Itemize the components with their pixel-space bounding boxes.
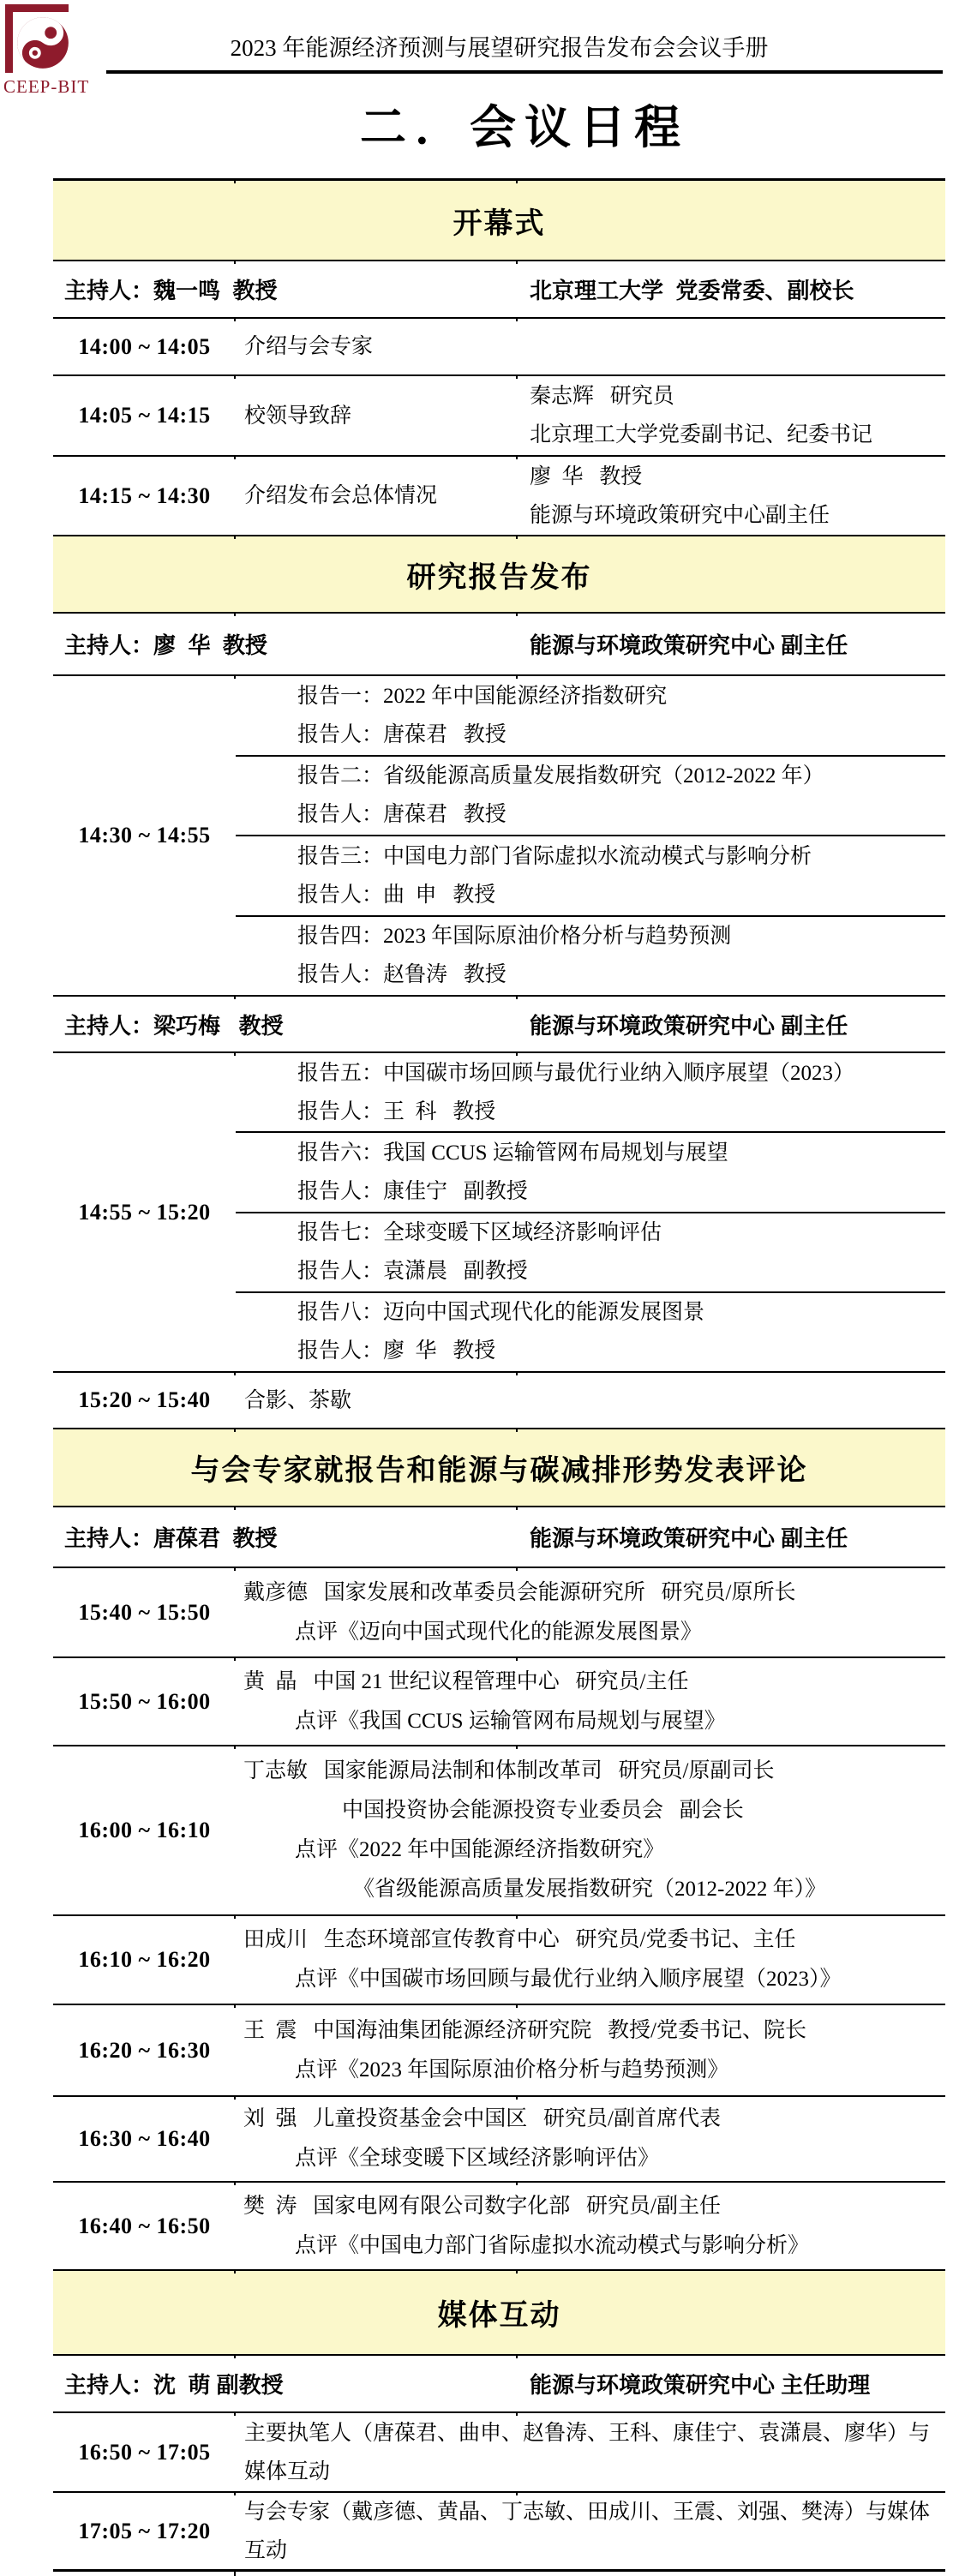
activity-text: 介绍发布会总体情况 [244, 484, 438, 507]
report-presenter: 报告人：王 科 教授 [297, 1099, 496, 1123]
report-item [236, 755, 945, 836]
report-presenter: 报告人：袁潇晨 副教授 [297, 1260, 528, 1284]
host-name: 主持人：廖 华 教授 [64, 632, 267, 658]
report-title: 报告八：迈向中国式现代化的能源发展图景 [297, 1301, 705, 1325]
schedule-table [53, 178, 945, 2572]
activity-text: 主要执笔人（唐葆君、曲申、赵鲁涛、王科、康佳宁、袁潇晨、廖华）与媒体互动 [244, 2421, 931, 2483]
time-slot: 14:15 ~ 14:30 [78, 482, 211, 508]
commentator-line-2: 中国投资协会能源投资专业委员会 副会长 [342, 1799, 744, 1822]
comment-row [53, 2095, 945, 2181]
comment-line-2: 《省级能源高质量发展指数研究（2012-2022 年）》 [353, 1878, 827, 1901]
speaker-cell [530, 376, 872, 455]
schedule-row [53, 317, 945, 374]
comment-cell [236, 1916, 945, 2004]
report-title: 报告一：2022 年中国能源经济指数研究 [297, 684, 668, 708]
activity-text: 校领导致辞 [244, 404, 352, 428]
media-row [53, 2491, 945, 2569]
media-row [53, 2411, 945, 2491]
section-title: 研究报告发布 [406, 560, 592, 594]
section-header-media [53, 2269, 945, 2354]
report-item [236, 1291, 945, 1371]
time-slot: 16:30 ~ 16:40 [78, 2126, 211, 2151]
report-title: 报告六：我国 CCUS 运输管网布局规划与展望 [297, 1141, 728, 1165]
comment-line: 点评《中国电力部门省际虚拟水流动模式与影响分析》 [295, 2233, 810, 2257]
activity-text: 与会专家（戴彦德、黄晶、丁志敏、田成川、王震、刘强、樊涛）与媒体互动 [244, 2500, 931, 2562]
section-header-reports [53, 535, 945, 612]
host-row-reports-2 [53, 995, 945, 1051]
host-affiliation: 能源与环境政策研究中心 副主任 [530, 1012, 848, 1039]
report-item [236, 915, 945, 996]
time-slot: 14:55 ~ 15:20 [78, 1199, 211, 1225]
report-list [236, 1053, 945, 1371]
logo-text: CEEP-BIT [3, 76, 90, 97]
report-presenter: 报告人：唐葆君 教授 [297, 803, 506, 827]
time-slot: 16:00 ~ 16:10 [78, 1818, 211, 1842]
comment-cell [236, 1568, 945, 1656]
time-slot: 17:05 ~ 17:20 [78, 2518, 211, 2543]
comment-cell [236, 1746, 945, 1914]
host-row-reports-1 [53, 612, 945, 674]
time-slot: 16:50 ~ 17:05 [78, 2439, 211, 2465]
host-row-media [53, 2354, 945, 2411]
report-presenter: 报告人：赵鲁涛 教授 [297, 963, 506, 987]
host-affiliation: 能源与环境政策研究中心 副主任 [530, 632, 848, 658]
commentator-line: 丁志敏 国家能源局法制和体制改革司 研究员/原副司长 [243, 1759, 775, 1782]
time-slot: 15:40 ~ 15:50 [78, 1599, 211, 1625]
time-slot: 16:10 ~ 16:20 [78, 1947, 211, 1972]
speaker-line: 能源与环境政策研究中心副主任 [530, 503, 830, 527]
schedule-row [53, 455, 945, 535]
comment-row [53, 1745, 945, 1914]
section-header-comments [53, 1428, 945, 1506]
comment-line: 点评《迈向中国式现代化的能源发展图景》 [295, 1620, 703, 1644]
host-row-comments [53, 1506, 945, 1567]
time-slot: 14:30 ~ 14:55 [78, 823, 211, 848]
time-slot: 15:20 ~ 15:40 [78, 1387, 211, 1412]
report-title: 报告四：2023 年国际原油价格分析与趋势预测 [297, 925, 732, 949]
comment-row [53, 1656, 945, 1745]
speaker-cell [530, 457, 830, 535]
host-name: 主持人：魏一鸣 教授 [64, 278, 278, 303]
host-affiliation: 北京理工大学 党委常委、副校长 [530, 278, 854, 303]
report-title: 报告二：省级能源高质量发展指数研究（2012-2022 年） [297, 764, 824, 788]
header-rule [106, 70, 943, 74]
time-slot: 14:05 ~ 14:15 [78, 403, 211, 428]
section-title: 与会专家就报告和能源与碳减排形势发表评论 [190, 1454, 808, 1487]
time-slot: 15:50 ~ 16:00 [78, 1688, 211, 1714]
host-name: 主持人：唐葆君 教授 [64, 1525, 278, 1551]
report-presenter: 报告人：康佳宁 副教授 [297, 1179, 528, 1203]
comment-row [53, 1914, 945, 2004]
comment-line: 点评《全球变暖下区域经济影响评估》 [295, 2147, 660, 2170]
report-item [236, 1212, 945, 1291]
host-affiliation: 能源与环境政策研究中心 主任助理 [530, 2372, 871, 2398]
commentator-line: 戴彦德 国家发展和改革委员会能源研究所 研究员/原所长 [243, 1580, 796, 1604]
report-title: 报告七：全球变暖下区域经济影响评估 [297, 1221, 662, 1245]
report-title: 报告五：中国碳市场回顾与最优行业纳入顺序展望（2023） [297, 1061, 855, 1085]
comment-cell [236, 1658, 945, 1745]
comment-cell [236, 2183, 945, 2269]
report-item [236, 835, 945, 915]
comment-line: 点评《我国 CCUS 运输管网布局规划与展望》 [295, 1709, 726, 1733]
section-title: 媒体互动 [437, 2299, 561, 2332]
time-slot: 16:20 ~ 16:30 [78, 2037, 211, 2063]
page-title: 二．会议日程 [360, 102, 689, 153]
comment-line: 点评《中国碳市场回顾与最优行业纳入顺序展望（2023）》 [295, 1968, 842, 1991]
host-affiliation: 能源与环境政策研究中心 副主任 [530, 1525, 848, 1551]
comment-row [53, 2004, 945, 2095]
speaker-line: 廖 华 教授 [530, 464, 643, 488]
comment-row [53, 1567, 945, 1656]
speaker-line: 秦志辉 研究员 [530, 385, 674, 408]
handbook-title: 2023 年能源经济预测与展望研究报告发布会会议手册 [230, 35, 769, 61]
activity-text: 合影、茶歇 [244, 1388, 352, 1412]
host-name: 主持人：梁巧梅 教授 [64, 1012, 284, 1039]
time-slot: 14:00 ~ 14:05 [78, 333, 211, 359]
speaker-line: 北京理工大学党委副书记、纪委书记 [530, 423, 873, 446]
section-header-opening [53, 181, 945, 260]
report-item [236, 1053, 945, 1131]
comment-line: 点评《2023 年国际原油价格分析与趋势预测》 [295, 2058, 729, 2082]
comment-cell [236, 2097, 945, 2181]
section-title: 开幕式 [453, 207, 546, 240]
commentator-line: 王 震 中国海油集团能源经济研究院 教授/党委书记、院长 [243, 2018, 806, 2042]
report-item [236, 676, 945, 755]
report-title: 报告三：中国电力部门省际虚拟水流动模式与影响分析 [297, 844, 812, 868]
report-block-2 [53, 1051, 945, 1371]
host-row-opening [53, 260, 945, 317]
comment-cell [236, 2005, 945, 2095]
schedule-row [53, 374, 945, 455]
commentator-line: 刘 强 儿童投资基金会中国区 研究员/副首席代表 [243, 2107, 721, 2130]
comment-line: 点评《2022 年中国能源经济指数研究》 [295, 1838, 665, 1861]
host-name: 主持人：沈 萌 副教授 [64, 2372, 284, 2398]
activity-text: 介绍与会专家 [244, 335, 374, 358]
comment-row [53, 2181, 945, 2269]
commentator-line: 田成川 生态环境部宣传教育中心 研究员/党委书记、主任 [243, 1928, 796, 1951]
report-block-1 [53, 674, 945, 995]
report-presenter: 报告人：曲 申 教授 [297, 883, 496, 907]
report-presenter: 报告人：廖 华 教授 [297, 1339, 496, 1363]
schedule-row-break [53, 1371, 945, 1428]
report-item [236, 1131, 945, 1211]
commentator-line: 黄 晶 中国 21 世纪议程管理中心 研究员/主任 [243, 1669, 689, 1693]
commentator-line: 樊 涛 国家电网有限公司数字化部 研究员/副主任 [243, 2194, 721, 2218]
time-slot: 16:40 ~ 16:50 [78, 2213, 211, 2238]
report-list [236, 676, 945, 995]
report-presenter: 报告人：唐葆君 教授 [297, 722, 506, 746]
